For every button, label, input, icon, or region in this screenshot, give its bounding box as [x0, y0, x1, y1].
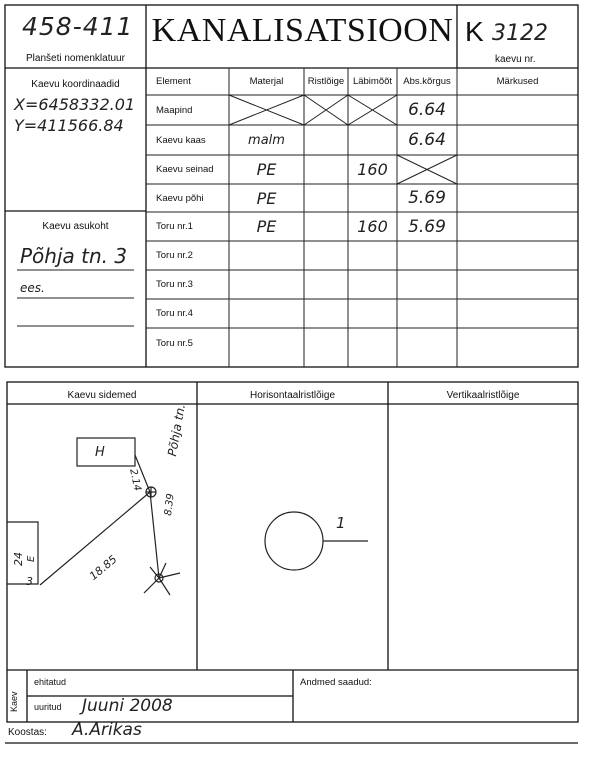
location-line-1: Põhja tn. 3	[20, 244, 128, 268]
surveyed-label: uuritud	[34, 702, 62, 712]
row-diameter	[348, 125, 397, 155]
row-abs-height	[397, 155, 457, 184]
distance-left: 18.85	[87, 552, 120, 583]
column-header-element: Element	[156, 76, 191, 87]
pipe-number: 1	[336, 514, 346, 532]
table-row	[0, 95, 578, 125]
page-title: KANALISATSIOON	[151, 12, 454, 49]
row-diameter: 160	[357, 217, 388, 236]
row-element: Toru nr.5	[156, 337, 193, 349]
column-header-diameter: Läbimõõt	[352, 76, 393, 87]
row-diameter	[348, 95, 397, 125]
row-element: Toru nr.4	[156, 308, 193, 319]
row-material	[229, 95, 304, 125]
table-row	[0, 184, 578, 212]
row-abs-height: 5.69	[408, 188, 446, 208]
row-material: malm	[248, 132, 285, 148]
table-row	[0, 299, 578, 328]
coordinate-x: X=6458332.01	[14, 95, 136, 114]
row-diameter: 160	[357, 160, 388, 179]
column-header-material: Materjal	[249, 76, 284, 87]
table-row	[0, 212, 578, 241]
table-row	[0, 125, 578, 155]
row-abs-height: 5.69	[408, 216, 446, 237]
table-row	[0, 270, 578, 299]
location-label: Kaevu asukoht	[42, 221, 109, 232]
street-label: Põhja tn.	[165, 402, 188, 458]
row-abs-height: 6.64	[408, 100, 446, 120]
panel-title-vertical: Vertikaalristlõige	[446, 390, 520, 401]
row-material: PE	[256, 160, 277, 179]
location-line-2: ees.	[20, 281, 45, 295]
well-number-value: 3122	[492, 21, 548, 46]
row-element: Kaevu seinad	[156, 164, 214, 175]
table-row	[0, 328, 578, 367]
row-element: Kaevu põhi	[156, 192, 204, 204]
nomenclature-value: 458-411	[22, 12, 134, 41]
well-number-label: kaevu nr.	[495, 54, 536, 65]
coordinates-label: Kaevu koordinaadid	[31, 79, 120, 90]
building-dimension: 24	[12, 552, 25, 566]
row-element: Toru nr.2	[156, 250, 193, 261]
column-header-notes: Märkused	[496, 76, 539, 87]
table-row	[0, 155, 578, 184]
column-header-abs-height: Abs.kõrgus	[403, 76, 451, 87]
nomenclature-label: Planšeti nomenklatuur	[26, 53, 125, 64]
data-received-label: Andmed saadud:	[300, 677, 372, 688]
building-letter: E	[26, 555, 37, 562]
surveyed-value: Juuni 2008	[82, 696, 173, 716]
well-label: Kaev	[9, 691, 19, 712]
row-element: Toru nr.3	[156, 279, 193, 290]
panel-title-ties: Kaevu sidemed	[67, 390, 137, 401]
compiled-value: A.Arikas	[72, 720, 142, 740]
panel-title-horizontal: Horisontaalristlõige	[249, 390, 336, 401]
row-material: PE	[256, 217, 277, 236]
distance-top: 2.14	[127, 468, 143, 493]
row-element: Maapind	[156, 104, 193, 116]
well-number-prefix: K	[465, 16, 484, 47]
house-outline	[77, 438, 135, 466]
row-diameter	[348, 184, 397, 212]
tie-line-down	[150, 492, 159, 578]
row-abs-height: 6.64	[408, 130, 446, 150]
column-header-cross-section: Ristlõige	[307, 76, 345, 87]
distance-down: 8.39	[163, 492, 177, 517]
built-label: ehitatud	[34, 677, 67, 687]
house-label: H	[95, 445, 105, 460]
table-row	[0, 241, 578, 270]
row-element: Kaevu kaas	[156, 134, 206, 146]
manhole-cross-section	[265, 512, 368, 570]
compiled-label: Koostas:	[8, 727, 47, 738]
row-material: PE	[256, 188, 277, 208]
coordinate-y: Y=411566.84	[14, 116, 124, 135]
building-number: 3	[26, 575, 33, 588]
row-element: Toru nr.1	[156, 221, 193, 232]
